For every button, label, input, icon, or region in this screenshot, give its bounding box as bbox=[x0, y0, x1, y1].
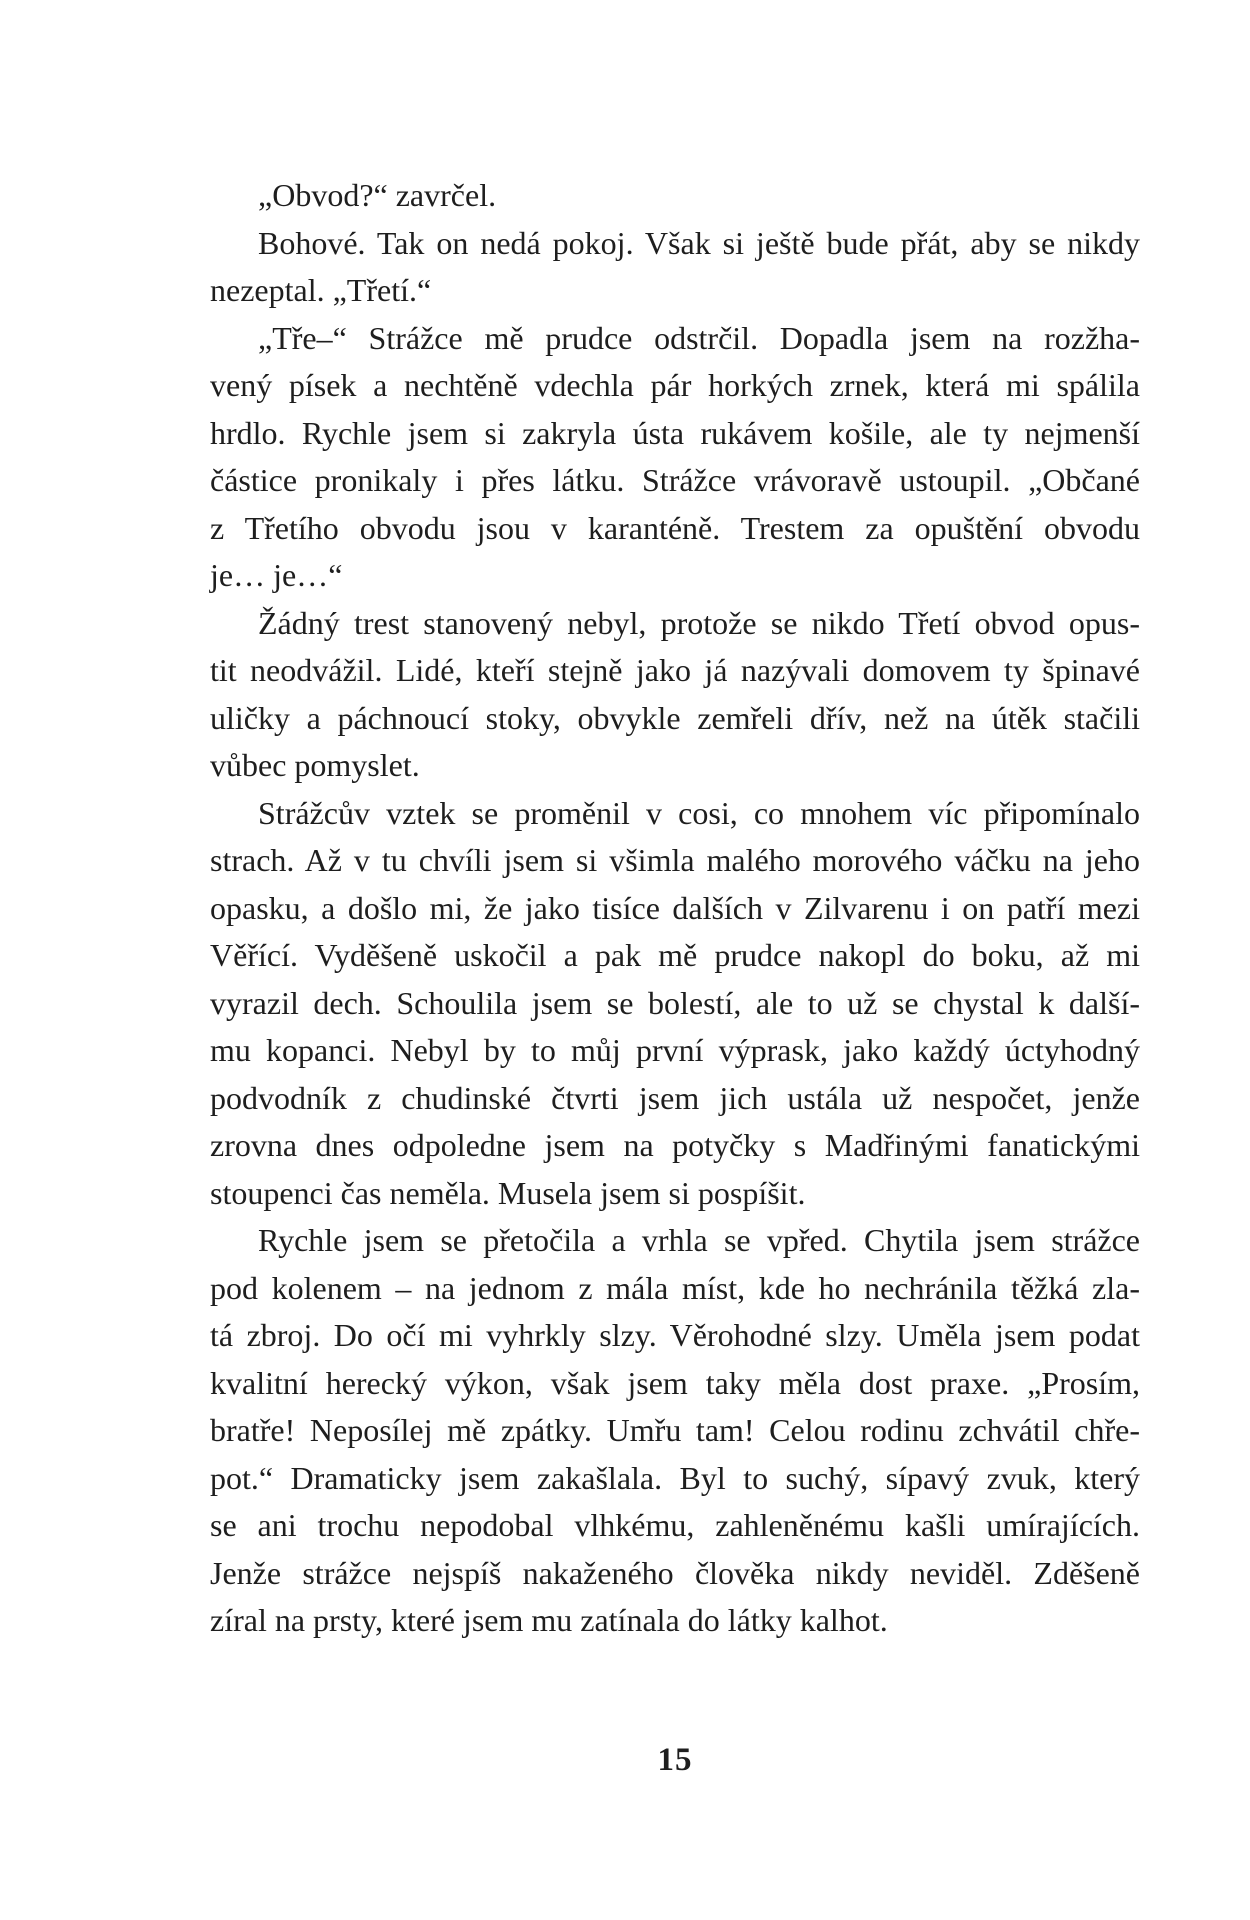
text-line: nezeptal. „Třetí.“ bbox=[210, 272, 432, 308]
text-line: vyrazil dech. Schoulila jsem se bolestí, ale to už se chystal k další- bbox=[210, 984, 1140, 1021]
paragraph bbox=[210, 600, 1140, 790]
text-line: uličky a páchnoucí stoky, obvykle zemřeli dřív, než na útěk stačili bbox=[210, 699, 1140, 736]
text-line: Rychle jsem se přetočila a vrhla se vpřed. Chytila jsem strážce bbox=[258, 1222, 1140, 1258]
text-line: zíral na prsty, které jsem mu zatínala do látky kalhot. bbox=[210, 1602, 888, 1638]
text-line: tá zbroj. Do očí mi vyhrkly slzy. Věrohodné slzy. Uměla jsem podat bbox=[210, 1317, 1140, 1353]
text-line: opasku, a došlo mi, že jako tisíce dalších v Zilvarenu i on patří mezi bbox=[210, 889, 1140, 926]
text-line: vůbec pomyslet. bbox=[210, 747, 420, 783]
paragraph bbox=[210, 790, 1140, 1218]
text-line: „Obvod?“ zavrčel. bbox=[258, 177, 497, 213]
paragraph bbox=[210, 315, 1140, 600]
text-line: pod kolenem – na jednom z mála míst, kde ho nechránila těžká zla- bbox=[210, 1269, 1140, 1306]
text-line: pot.“ Dramaticky jsem zakašlala. Byl to suchý, sípavý zvuk, který bbox=[210, 1459, 1140, 1496]
text-line: zrovna dnes odpoledne jsem na potyčky s Madřinými fanatickými bbox=[210, 1127, 1140, 1163]
paragraph bbox=[210, 172, 1140, 220]
page-number: 15 bbox=[657, 1742, 693, 1778]
paragraph bbox=[210, 1217, 1140, 1645]
text-line: z Třetího obvodu jsou v karanténě. Trestem za opuštění obvodu bbox=[210, 509, 1140, 546]
text-line: Jenže strážce nejspíš nakaženého člověka nikdy neviděl. Zděšeně bbox=[210, 1554, 1140, 1591]
text-line: Bohové. Tak on nedá pokoj. Však si ještě bude přát, aby se nikdy bbox=[258, 224, 1140, 261]
text-line: Žádný trest stanovený nebyl, protože se nikdo Třetí obvod opus- bbox=[258, 604, 1140, 641]
text-line: hrdlo. Rychle jsem si zakryla ústa rukávem košile, ale ty nejmenší bbox=[210, 414, 1140, 451]
text-line: podvodník z chudinské čtvrti jsem jich ustála už nespočet, jenže bbox=[210, 1079, 1140, 1116]
text-line: vený písek a nechtěně vdechla pár horkých zrnek, která mi spálila bbox=[210, 367, 1140, 403]
text-line: se ani trochu nepodobal vlhkému, zahleněnému kašli umírajících. bbox=[210, 1507, 1140, 1543]
paragraph bbox=[210, 220, 1140, 315]
text-line: Strážcův vztek se proměnil v cosi, co mnohem víc připomínalo bbox=[258, 794, 1140, 831]
text-line: částice pronikaly i přes látku. Strážce vrávoravě ustoupil. „Občané bbox=[210, 462, 1140, 498]
text-line: je… je…“ bbox=[210, 557, 343, 593]
text-line: strach. Až v tu chvíli jsem si všimla malého morového váčku na jeho bbox=[210, 842, 1140, 878]
text-line: „Tře–“ Strážce mě prudce odstrčil. Dopadla jsem na rozžha- bbox=[258, 319, 1140, 356]
text-line: mu kopanci. Nebyl by to můj první výprask, jako každý úctyhodný bbox=[210, 1032, 1140, 1068]
page-text-block bbox=[210, 172, 1140, 1645]
text-line: Věřící. Vyděšeně uskočil a pak mě prudce nakopl do boku, až mi bbox=[210, 937, 1140, 973]
text-line: stoupenci čas neměla. Musela jsem si pospíšit. bbox=[210, 1174, 806, 1211]
text-line: kvalitní herecký výkon, však jsem taky měla dost praxe. „Prosím, bbox=[210, 1364, 1140, 1401]
text-line: bratře! Neposílej mě zpátky. Umřu tam! Celou rodinu zchvátil chře- bbox=[210, 1412, 1140, 1448]
text-line: tit neodvážil. Lidé, kteří stejně jako já nazývali domovem ty špinavé bbox=[210, 652, 1140, 688]
